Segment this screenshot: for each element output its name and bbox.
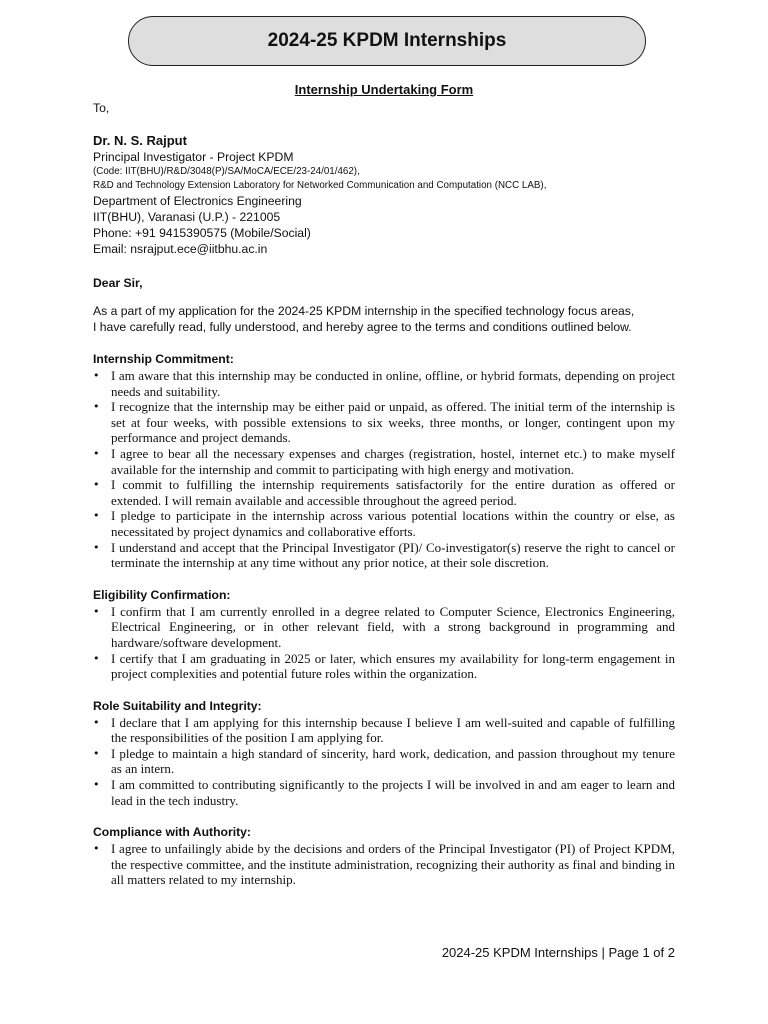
bullet-icon: •	[93, 540, 100, 554]
page-footer: 2024-25 KPDM Internships | Page 1 of 2	[441, 945, 675, 960]
list-item	[93, 841, 675, 888]
bullet-icon: •	[93, 509, 100, 523]
recipient-role: Principal Investigator - Project KPDM	[93, 150, 294, 164]
list-item	[93, 715, 675, 746]
bullet-icon: •	[93, 446, 100, 460]
bullet-icon: •	[93, 478, 100, 492]
bullet-list	[93, 604, 675, 682]
bullet-icon: •	[93, 400, 100, 414]
section-heading: Role Suitability and Integrity:	[93, 698, 262, 713]
bullet-icon: •	[93, 604, 100, 618]
email: Email: nsrajput.ece@iitbhu.ac.in	[93, 242, 268, 256]
bullet-icon: •	[93, 715, 100, 729]
list-item-text: I declare that I am applying for this internship because I believe I am well-suited and capable of fulfilling the responsibilities of the position I am applying for.	[111, 714, 675, 746]
bullet-icon: •	[93, 778, 100, 792]
list-item	[93, 399, 675, 446]
bullet-list	[93, 841, 675, 888]
intro-paragraph	[93, 303, 675, 335]
intro-line: I have carefully read, fully understood, and hereby agree to the terms and conditions outlined below.	[93, 320, 632, 334]
bullet-icon: •	[93, 369, 100, 382]
bullet-icon: •	[93, 651, 100, 665]
section-heading: Internship Commitment:	[93, 352, 234, 366]
list-item-text: I agree to bear all the necessary expenses and charges (registration, hostel, internet etc.) to make myself available for the internship and commit to participating with high energy and motivation.	[111, 445, 675, 477]
sections-container	[93, 351, 675, 888]
department: Department of Electronics Engineering	[93, 194, 302, 208]
list-item-text: I recognize that the internship may be either paid or unpaid, as offered. The initial term of the internship is set at four weeks, with possible extensions to six weeks, three months, or longer, contingent upon my performance and project demands.	[111, 399, 675, 446]
to-line: To,	[93, 101, 110, 115]
list-item-text: I pledge to maintain a high standard of sincerity, hard work, dedication, and passion throughout my tenure as an intern.	[111, 745, 675, 777]
bullet-list	[93, 368, 675, 571]
list-item-text: I certify that I am graduating in 2025 or later, which ensures my availability for long-term engagement in project complexities and potential future roles within the organization.	[111, 650, 675, 682]
list-item	[93, 368, 675, 399]
list-item	[93, 477, 675, 508]
bullet-icon: •	[93, 746, 100, 760]
header-title: 2024-25 KPDM Internships	[267, 30, 507, 51]
list-item	[93, 508, 675, 539]
lab-name: R&D and Technology Extension Laboratory for Networked Communication and Computation (NCC LAB),	[93, 180, 547, 191]
institute-address: IIT(BHU), Varanasi (U.P.) - 221005	[93, 210, 281, 224]
list-item-text: I am aware that this internship may be conducted in online, offline, or hybrid formats, depending on project needs and suitability.	[111, 368, 675, 399]
letter-body	[93, 100, 675, 888]
phone: Phone: +91 9415390575 (Mobile/Social)	[93, 226, 311, 240]
list-item-text: I confirm that I am currently enrolled in a degree related to Computer Science, Electronics Engineering, Electrical Engineering, or in other relevant field, with a strong background in programming and hardware/software development.	[111, 603, 675, 650]
list-item	[93, 446, 675, 477]
list-item-text: I commit to fulfilling the internship requirements satisfactorily for the entire duration as offered or extended. I will remain available and accessible throughout the agreed period.	[111, 477, 675, 508]
section-heading: Eligibility Confirmation:	[93, 587, 231, 602]
header-banner	[128, 16, 646, 66]
list-item	[93, 777, 675, 808]
list-item	[93, 746, 675, 777]
list-item-text: I agree to unfailingly abide by the decisions and orders of the Principal Investigator (PI) of Project KPDM, the respective committee, and the institute administration, recognizing their authority as final and binding in all matters related to my internship.	[111, 841, 675, 888]
list-item	[93, 540, 675, 571]
list-item-text: I am committed to contributing significantly to the projects I will be involved in and am eager to learn and lead in the tech industry.	[111, 777, 675, 808]
intro-line: As a part of my application for the 2024-25 KPDM internship in the specified technology focus areas,	[93, 304, 635, 318]
section-heading: Compliance with Authority:	[93, 825, 251, 840]
list-item-text: I understand and accept that the Principal Investigator (PI)/ Co-investigator(s) reserve the right to cancel or terminate the internship at any time without any prior notice, at their sole discretion.	[111, 539, 675, 571]
bullet-icon: •	[93, 842, 100, 856]
list-item	[93, 651, 675, 682]
salutation: Dear Sir,	[93, 276, 143, 290]
list-item	[93, 604, 675, 651]
recipient-name: Dr. N. S. Rajput	[93, 133, 187, 148]
project-code: (Code: IIT(BHU)/R&D/3048(P)/SA/MoCA/ECE/23-24/01/462),	[93, 166, 360, 177]
bullet-list	[93, 715, 675, 809]
list-item-text: I pledge to participate in the internship across various potential locations within the country or else, as necessitated by project dynamics and collaborative efforts.	[111, 508, 675, 539]
form-title: Internship Undertaking Form	[294, 82, 474, 97]
